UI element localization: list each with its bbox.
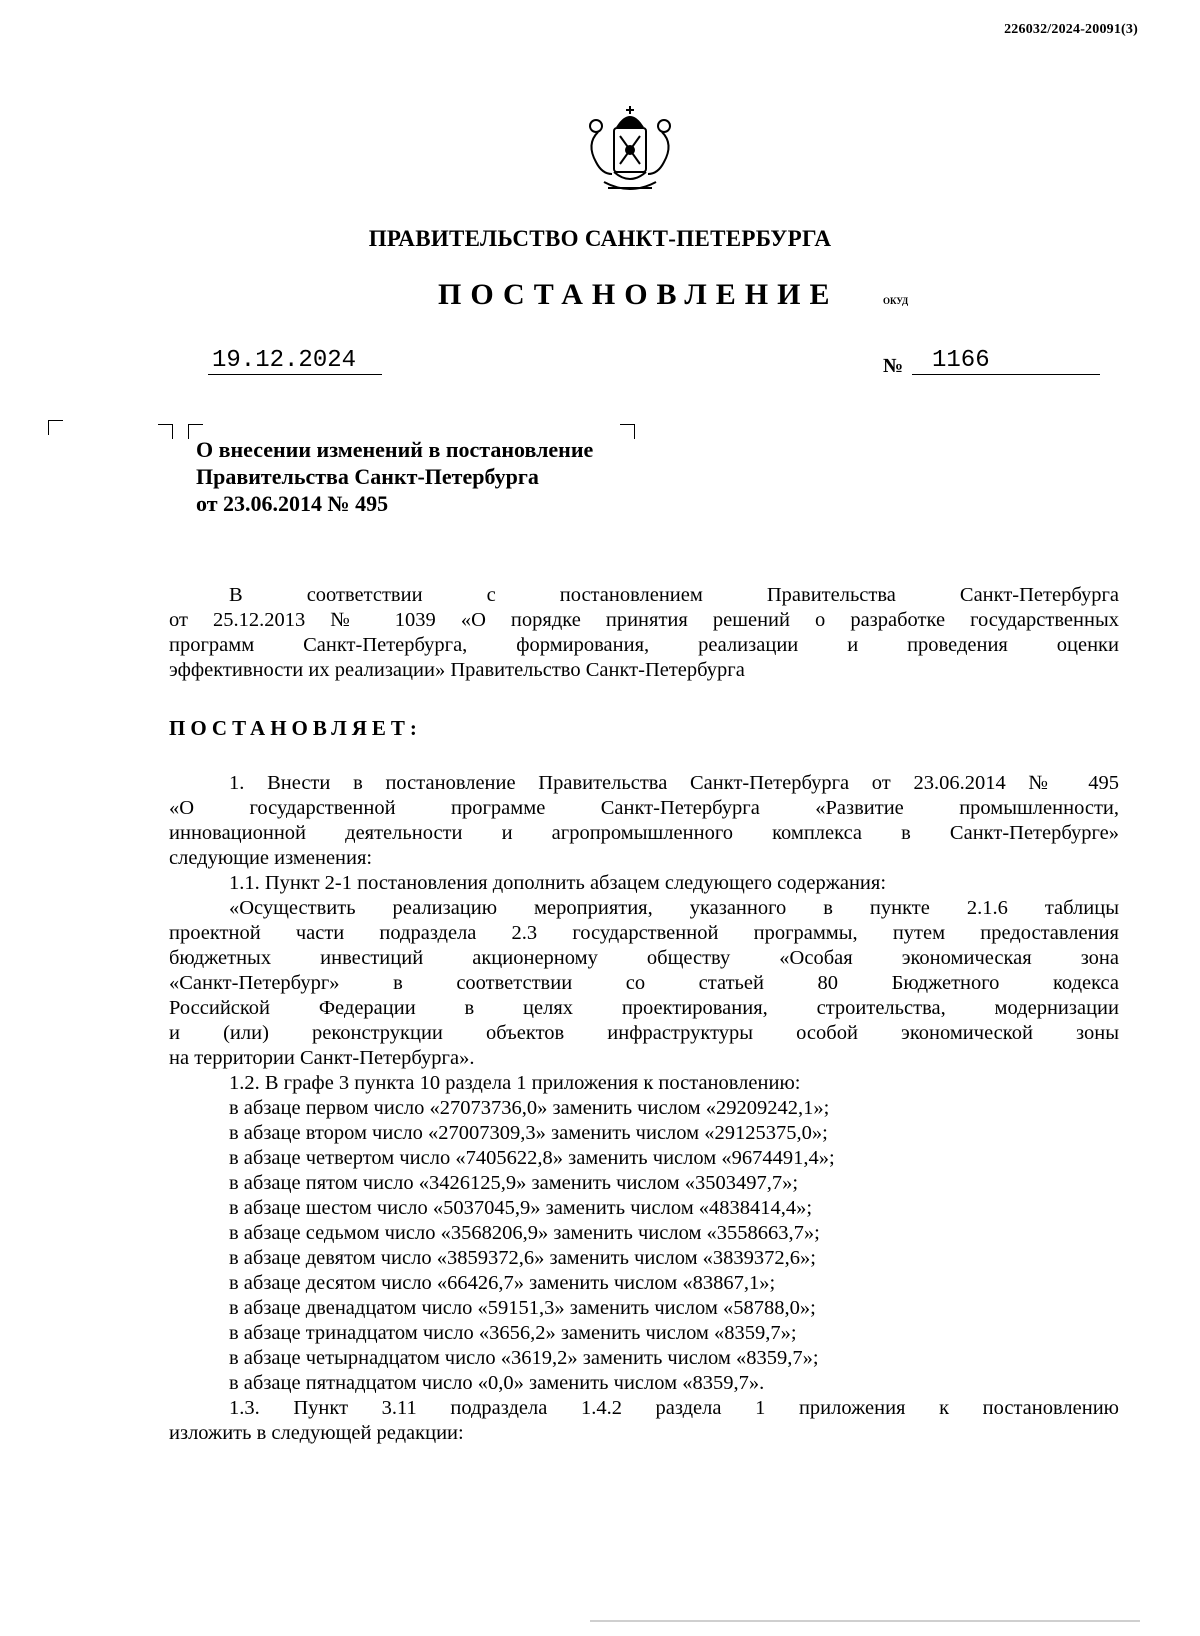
- text-line: эффективности их реализации» Правительство Санкт-Петербурга: [169, 659, 745, 681]
- text-line: программ Санкт-Петербурга, формирования, реализации и проведения оценки: [169, 634, 1119, 656]
- text-line: следующие изменения:: [169, 847, 373, 869]
- number-label: №: [883, 355, 904, 377]
- replacement-line: в абзаце четвертом число «7405622,8» заменить числом «9674491,4»;: [229, 1147, 835, 1169]
- document-number: 1166: [912, 348, 1100, 375]
- text-line: В соответствии с постановлением Правительства Санкт-Петербурга: [229, 584, 1119, 606]
- replacement-line: в абзаце двенадцатом число «59151,3» заменить числом «58788,0»;: [229, 1297, 816, 1319]
- margin-corner-mark: [48, 420, 63, 435]
- replacement-line: в абзаце пятнадцатом число «0,0» заменить числом «8359,7».: [229, 1372, 765, 1394]
- text-line: 1.1. Пункт 2-1 постановления дополнить абзацем следующего содержания:: [229, 872, 887, 894]
- text-line: 1.2. В графе 3 пункта 10 раздела 1 приложения к постановлению:: [229, 1072, 801, 1094]
- text-line: 1. Внести в постановление Правительства Санкт-Петербурга от 23.06.2014 № 495: [229, 772, 1119, 794]
- text-line: от 25.12.2013 № 1039 «О порядке принятия решений о разработке государственных: [169, 609, 1119, 631]
- subject-corner-mark: [620, 424, 635, 439]
- replacement-line: в абзаце втором число «27007309,3» заменить числом «29125375,0»;: [229, 1122, 828, 1144]
- text-line: «О государственной программе Санкт-Петербурга «Развитие промышленности,: [169, 797, 1119, 819]
- subject-line: О внесении изменений в постановление: [196, 437, 594, 462]
- text-line: Российской Федерации в целях проектирования, строительства, модернизации: [169, 997, 1119, 1019]
- replacement-line: в абзаце пятом число «3426125,9» заменить числом «3503497,7»;: [229, 1172, 799, 1194]
- document-type: ПОСТАНОВЛЕНИЕ: [438, 278, 839, 311]
- item-1: [169, 771, 1119, 1446]
- replacement-line: в абзаце девятом число «3859372,6» заменить числом «3839372,6»;: [229, 1247, 817, 1269]
- replacement-line: в абзаце тринадцатом число «3656,2» заменить числом «8359,7»;: [229, 1322, 797, 1344]
- text-line: изложить в следующей редакции:: [169, 1422, 464, 1444]
- subject-line: Правительства Санкт-Петербурга: [196, 464, 539, 489]
- text-line: «Осуществить реализацию мероприятия, указанного в пункте 2.1.6 таблицы: [229, 897, 1119, 919]
- text-line: на территории Санкт-Петербурга».: [169, 1047, 475, 1069]
- decree-word: ПОСТАНОВЛЯЕТ:: [169, 716, 422, 740]
- text-line: инновационной деятельности и агропромышленного комплекса в Санкт-Петербурге»: [169, 822, 1119, 844]
- text-line: проектной части подраздела 2.3 государственной программы, путем предоставления: [169, 922, 1119, 944]
- document-date: 19.12.2024: [208, 348, 382, 375]
- text-line: бюджетных инвестиций акционерному обществу «Особая экономическая зона: [169, 947, 1119, 969]
- replacement-line: в абзаце седьмом число «3568206,9» заменить числом «3558663,7»;: [229, 1222, 820, 1244]
- preamble: [169, 583, 1119, 683]
- okud-label: ОКУД: [883, 296, 909, 306]
- coat-of-arms-emblem: [578, 104, 682, 200]
- registration-number: 226032/2024-20091(3): [1004, 22, 1138, 37]
- replacement-line: в абзаце первом число «27073736,0» заменить числом «29209242,1»;: [229, 1097, 830, 1119]
- document-subject: [196, 436, 593, 517]
- text-line: 1.3. Пункт 3.11 подраздела 1.4.2 раздела 1 приложения к постановлению: [229, 1397, 1119, 1419]
- text-line: «Санкт-Петербург» в соответствии со статьей 80 Бюджетного кодекса: [169, 972, 1119, 994]
- text-line: и (или) реконструкции объектов инфраструктуры особой экономической зоны: [169, 1022, 1119, 1044]
- replacement-line: в абзаце десятом число «66426,7» заменить числом «83867,1»;: [229, 1272, 776, 1294]
- subject-line: от 23.06.2014 № 495: [196, 491, 389, 516]
- organization-title: ПРАВИТЕЛЬСТВО САНКТ-ПЕТЕРБУРГА: [368, 226, 832, 251]
- subject-corner-mark: [158, 424, 173, 439]
- replacement-line: в абзаце четырнадцатом число «3619,2» заменить числом «8359,7»;: [229, 1347, 819, 1369]
- replacement-line: в абзаце шестом число «5037045,9» заменить числом «4838414,4»;: [229, 1197, 813, 1219]
- scan-edge-divider: [0, 1620, 1200, 1622]
